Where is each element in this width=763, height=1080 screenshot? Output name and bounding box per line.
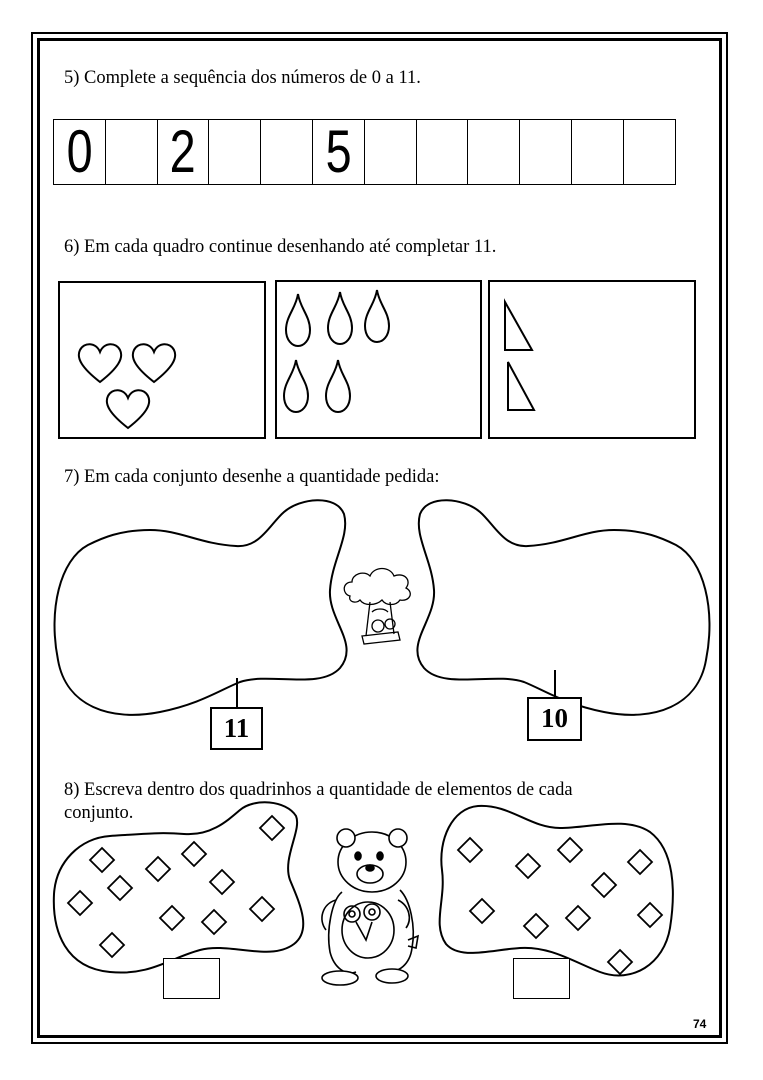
set-number-box-left: 11 bbox=[210, 707, 263, 750]
drop-icon bbox=[328, 292, 352, 344]
drops-group bbox=[284, 290, 389, 412]
question-8-text-line2: conjunto. bbox=[64, 803, 134, 823]
diamonds-right bbox=[458, 838, 662, 974]
set-blob-right-q8[interactable] bbox=[440, 806, 673, 976]
diamond-icon bbox=[68, 891, 92, 915]
question-8-text-line1: 8) Escreva dentro dos quadrinhos a quantidade de elementos de cada bbox=[64, 780, 573, 800]
question-6-text: 6) Em cada quadro continue desenhando até completar 11. bbox=[64, 237, 497, 257]
triangles-group bbox=[505, 302, 534, 410]
cloud-swing-illustration bbox=[344, 569, 410, 645]
hearts-group bbox=[79, 344, 175, 428]
set-number-box-right: 10 bbox=[527, 697, 582, 741]
drop-icon bbox=[284, 360, 308, 412]
diamond-icon bbox=[608, 950, 632, 974]
diamond-icon bbox=[524, 914, 548, 938]
sequence-cell-value: 5 bbox=[325, 118, 352, 185]
set-blob-left[interactable] bbox=[55, 500, 347, 715]
diamond-icon bbox=[592, 873, 616, 897]
diamond-icon bbox=[628, 850, 652, 874]
diamond-icon bbox=[182, 842, 206, 866]
heart-icon bbox=[133, 344, 175, 382]
answer-box-left[interactable] bbox=[163, 958, 220, 999]
diamond-icon bbox=[566, 906, 590, 930]
drop-icon bbox=[326, 360, 350, 412]
set-blob-right[interactable] bbox=[417, 500, 709, 715]
diamond-icon bbox=[100, 933, 124, 957]
sequence-cell-value: 2 bbox=[169, 118, 197, 185]
triangle-icon bbox=[505, 302, 532, 350]
heart-icon bbox=[79, 344, 121, 382]
sequence-cell-value: 0 bbox=[66, 118, 93, 185]
diamond-icon bbox=[90, 848, 114, 872]
answer-box-right[interactable] bbox=[513, 958, 570, 999]
diamond-icon bbox=[160, 906, 184, 930]
diamond-icon bbox=[558, 838, 582, 862]
diamond-icon bbox=[210, 870, 234, 894]
diamond-icon bbox=[638, 903, 662, 927]
drop-icon bbox=[286, 294, 310, 346]
page-number: 74 bbox=[693, 1017, 707, 1031]
diamond-icon bbox=[202, 910, 226, 934]
drop-icon bbox=[365, 290, 389, 342]
diamond-icon bbox=[516, 854, 540, 878]
diamond-icon bbox=[250, 897, 274, 921]
heart-icon bbox=[107, 390, 149, 428]
diamond-icon bbox=[470, 899, 494, 923]
care-bear-illustration bbox=[322, 829, 418, 985]
diamond-icon bbox=[108, 876, 132, 900]
question-7-text: 7) Em cada conjunto desenhe a quantidade pedida: bbox=[64, 467, 440, 487]
diamond-icon bbox=[458, 838, 482, 862]
diamond-icon bbox=[260, 816, 284, 840]
diamond-icon bbox=[146, 857, 170, 881]
triangle-icon bbox=[508, 362, 534, 410]
question-5-text: 5) Complete a sequência dos números de 0 a 11. bbox=[64, 68, 421, 88]
